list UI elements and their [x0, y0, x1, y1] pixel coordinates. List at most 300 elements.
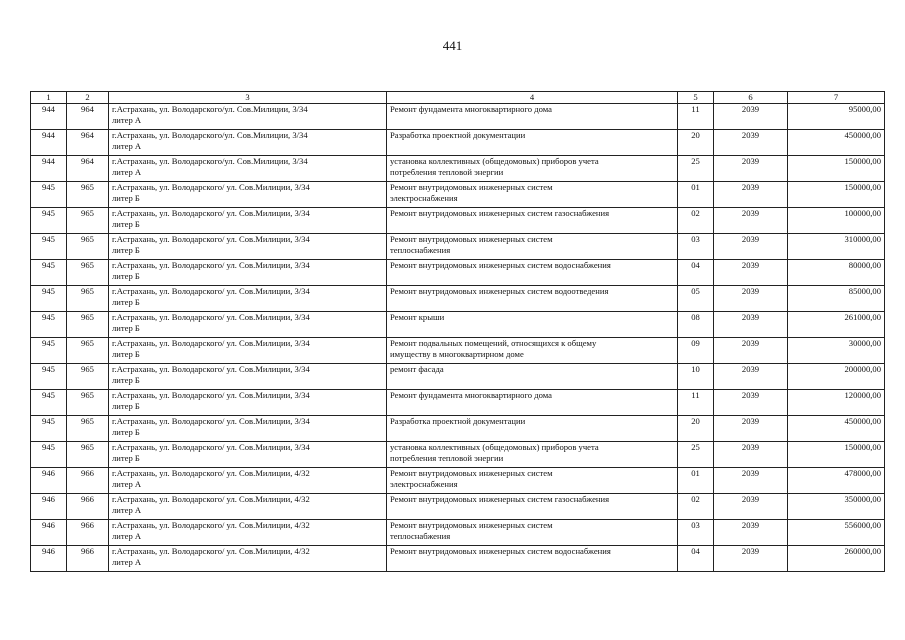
address-cell-line: литер А [112, 504, 142, 515]
row-number-cell-line: 945 [42, 286, 55, 296]
work-type-cell [387, 442, 678, 468]
work-type-cell-line: теплоснабжения [390, 244, 451, 255]
address-cell-line: г.Астрахань, ул. Володарского/ ул. Сов.Милиции, 3/34 [112, 364, 310, 374]
address-cell [109, 104, 387, 130]
building-number-cell [67, 234, 109, 260]
address-cell-line: г.Астрахань, ул. Володарского/ ул. Сов.Милиции, 3/34 [112, 260, 310, 270]
work-code-cell-line: 11 [691, 104, 700, 114]
work-type-cell [387, 234, 678, 260]
work-type-cell-line: Ремонт внутридомовых инженерных систем [390, 520, 553, 530]
year-cell-line: 2039 [741, 286, 760, 296]
table-row [31, 312, 885, 338]
work-type-cell [387, 546, 678, 572]
year-cell [714, 520, 788, 546]
year-cell-line: 2039 [741, 390, 760, 400]
year-cell-line: 2039 [741, 130, 760, 140]
address-cell-line: литер Б [112, 270, 140, 281]
work-code-cell-line: 05 [691, 286, 700, 296]
amount-cell [788, 312, 885, 338]
amount-cell-line: 450000,00 [844, 130, 881, 140]
address-cell-line: литер Б [112, 452, 140, 463]
address-cell-line: литер Б [112, 348, 140, 359]
amount-cell-line: 310000,00 [844, 234, 881, 244]
row-number-cell-line: 945 [42, 182, 55, 192]
amount-cell [788, 494, 885, 520]
work-code-cell-line: 02 [691, 494, 700, 504]
work-code-cell [678, 546, 714, 572]
row-number-cell-line: 945 [42, 208, 55, 218]
address-cell-line: г.Астрахань, ул. Володарского/ ул. Сов.Милиции, 4/32 [112, 546, 310, 556]
address-cell-line: г.Астрахань, ул. Володарского/ ул. Сов.Милиции, 3/34 [112, 390, 310, 400]
work-type-cell-line: Ремонт внутридомовых инженерных систем водоснабжения [390, 546, 611, 556]
address-cell-line: литер Б [112, 192, 140, 203]
year-cell-line: 2039 [741, 468, 760, 478]
address-cell [109, 416, 387, 442]
building-number-cell [67, 520, 109, 546]
work-code-cell [678, 520, 714, 546]
work-type-cell [387, 468, 678, 494]
building-number-cell-line: 965 [81, 390, 94, 400]
year-cell [714, 416, 788, 442]
work-type-cell-line: Ремонт внутридомовых инженерных систем [390, 234, 553, 244]
year-cell [714, 208, 788, 234]
address-cell [109, 208, 387, 234]
amount-cell-line: 100000,00 [844, 208, 881, 218]
address-cell-line: г.Астрахань, ул. Володарского/ ул. Сов.Милиции, 3/34 [112, 234, 310, 244]
year-cell [714, 364, 788, 390]
address-cell-line: г.Астрахань, ул. Володарского/ ул. Сов.Милиции, 3/34 [112, 182, 310, 192]
work-code-cell-line: 08 [691, 312, 700, 322]
row-number-cell [31, 364, 67, 390]
work-type-cell [387, 182, 678, 208]
address-cell-line: литер А [112, 478, 142, 489]
year-cell [714, 546, 788, 572]
amount-cell-line: 450000,00 [844, 416, 881, 426]
address-cell [109, 130, 387, 156]
year-cell-line: 2039 [741, 494, 760, 504]
amount-cell [788, 390, 885, 416]
work-type-cell-line: Ремонт внутридомовых инженерных систем водоотведения [390, 286, 609, 296]
work-code-cell [678, 182, 714, 208]
table-row [31, 260, 885, 286]
year-cell [714, 494, 788, 520]
work-code-cell [678, 390, 714, 416]
address-cell-line: литер Б [112, 244, 140, 255]
building-number-cell-line: 964 [81, 104, 94, 114]
address-cell-line: г.Астрахань, ул. Володарского/ ул. Сов.Милиции, 4/32 [112, 494, 310, 504]
row-number-cell-line: 945 [42, 234, 55, 244]
table-body [31, 104, 885, 572]
year-cell [714, 442, 788, 468]
table-row [31, 130, 885, 156]
work-type-cell [387, 286, 678, 312]
work-code-cell [678, 468, 714, 494]
amount-cell [788, 442, 885, 468]
work-type-cell [387, 260, 678, 286]
building-number-cell-line: 965 [81, 312, 94, 322]
table-row [31, 468, 885, 494]
work-type-cell-line: Ремонт подвальных помещений, относящихся к общему [390, 338, 597, 348]
building-number-cell-line: 965 [81, 442, 94, 452]
year-cell [714, 312, 788, 338]
row-number-cell [31, 312, 67, 338]
work-type-cell-line: установка коллективных (общедомовых) приборов учета [390, 442, 599, 452]
building-number-cell [67, 416, 109, 442]
address-cell [109, 286, 387, 312]
amount-cell [788, 234, 885, 260]
column-header: 6 [714, 92, 788, 104]
amount-cell-line: 260000,00 [844, 546, 881, 556]
address-cell-line: литер А [112, 530, 142, 541]
work-type-cell [387, 208, 678, 234]
address-cell-line: г.Астрахань, ул. Володарского/ ул. Сов.Милиции, 3/34 [112, 286, 310, 296]
amount-cell-line: 95000,00 [848, 104, 881, 114]
row-number-cell-line: 946 [42, 546, 55, 556]
amount-cell [788, 520, 885, 546]
row-number-cell-line: 946 [42, 494, 55, 504]
building-number-cell [67, 494, 109, 520]
year-cell-line: 2039 [741, 312, 760, 322]
building-number-cell-line: 965 [81, 416, 94, 426]
work-type-cell [387, 416, 678, 442]
address-cell [109, 494, 387, 520]
address-cell-line: литер Б [112, 296, 140, 307]
work-type-cell [387, 312, 678, 338]
work-type-cell [387, 520, 678, 546]
building-number-cell-line: 966 [81, 520, 94, 530]
building-number-cell-line: 966 [81, 546, 94, 556]
work-code-cell-line: 03 [691, 520, 700, 530]
address-cell-line: литер А [112, 140, 142, 151]
amount-cell-line: 30000,00 [848, 338, 881, 348]
address-cell [109, 520, 387, 546]
building-number-cell [67, 442, 109, 468]
address-cell [109, 182, 387, 208]
table-row [31, 442, 885, 468]
work-type-cell-line: установка коллективных (общедомовых) приборов учета [390, 156, 599, 166]
work-code-cell-line: 20 [691, 130, 700, 140]
work-code-cell-line: 25 [691, 442, 700, 452]
year-cell-line: 2039 [741, 364, 760, 374]
column-number-row [31, 92, 885, 104]
year-cell [714, 156, 788, 182]
building-number-cell-line: 965 [81, 208, 94, 218]
work-type-cell [387, 364, 678, 390]
work-code-cell-line: 25 [691, 156, 700, 166]
table-row [31, 208, 885, 234]
building-number-cell-line: 965 [81, 234, 94, 244]
work-code-cell [678, 416, 714, 442]
year-cell-line: 2039 [741, 442, 760, 452]
row-number-cell [31, 156, 67, 182]
amount-cell-line: 150000,00 [844, 156, 881, 166]
amount-cell [788, 468, 885, 494]
page-number: 441 [442, 38, 463, 53]
amount-cell-line: 150000,00 [844, 182, 881, 192]
work-code-cell-line: 04 [691, 546, 700, 556]
column-header: 7 [788, 92, 885, 104]
address-cell-line: г.Астрахань, ул. Володарского/ ул. Сов.Милиции, 3/34 [112, 442, 310, 452]
column-header: 2 [67, 92, 109, 104]
work-type-cell-line: имуществу в многоквартирном доме [390, 348, 524, 359]
address-cell-line: г.Астрахань, ул. Володарского/ ул. Сов.Милиции, 3/34 [112, 338, 310, 348]
building-number-cell [67, 156, 109, 182]
work-code-cell [678, 338, 714, 364]
amount-cell [788, 182, 885, 208]
work-code-cell-line: 04 [691, 260, 700, 270]
address-cell [109, 364, 387, 390]
row-number-cell-line: 944 [42, 130, 55, 140]
address-cell-line: г.Астрахань, ул. Володарского/ ул. Сов.Милиции, 3/34 [112, 208, 310, 218]
row-number-cell-line: 945 [42, 312, 55, 322]
building-number-cell [67, 338, 109, 364]
table-row [31, 546, 885, 572]
work-code-cell [678, 208, 714, 234]
building-number-cell [67, 364, 109, 390]
row-number-cell-line: 945 [42, 364, 55, 374]
row-number-cell-line: 945 [42, 442, 55, 452]
address-cell [109, 234, 387, 260]
work-code-cell [678, 312, 714, 338]
building-number-cell [67, 130, 109, 156]
amount-cell [788, 364, 885, 390]
address-cell-line: литер А [112, 114, 142, 125]
address-cell [109, 468, 387, 494]
work-type-cell-line: потребления тепловой энергии [390, 452, 504, 463]
row-number-cell-line: 944 [42, 156, 55, 166]
year-cell-line: 2039 [741, 546, 760, 556]
year-cell [714, 286, 788, 312]
row-number-cell [31, 468, 67, 494]
work-type-cell-line: теплоснабжения [390, 530, 451, 541]
address-cell [109, 312, 387, 338]
work-code-cell-line: 01 [691, 182, 700, 192]
building-number-cell [67, 104, 109, 130]
amount-cell-line: 80000,00 [848, 260, 881, 270]
address-cell-line: г.Астрахань, ул. Володарского/ ул. Сов.Милиции, 3/34 [112, 312, 310, 322]
building-number-cell [67, 182, 109, 208]
work-type-cell [387, 390, 678, 416]
row-number-cell [31, 338, 67, 364]
building-number-cell-line: 964 [81, 130, 94, 140]
year-cell-line: 2039 [741, 260, 760, 270]
year-cell-line: 2039 [741, 234, 760, 244]
year-cell [714, 182, 788, 208]
work-type-cell-line: ремонт фасада [390, 364, 444, 374]
work-type-cell-line: Разработка проектной документации [390, 416, 526, 426]
work-type-cell [387, 494, 678, 520]
row-number-cell [31, 104, 67, 130]
address-cell-line: г.Астрахань, ул. Володарского/ ул. Сов.Милиции, 3/34 [112, 416, 310, 426]
column-header: 5 [678, 92, 714, 104]
row-number-cell [31, 208, 67, 234]
work-code-cell [678, 234, 714, 260]
work-code-cell [678, 364, 714, 390]
table-row [31, 390, 885, 416]
work-code-cell [678, 156, 714, 182]
column-header: 3 [109, 92, 387, 104]
amount-cell [788, 104, 885, 130]
year-cell [714, 234, 788, 260]
year-cell-line: 2039 [741, 338, 760, 348]
address-cell-line: г.Астрахань, ул. Володарского/ул. Сов.Милиции, 3/34 [112, 156, 308, 166]
address-cell [109, 442, 387, 468]
year-cell-line: 2039 [741, 156, 760, 166]
work-type-cell [387, 130, 678, 156]
row-number-cell [31, 546, 67, 572]
address-cell-line: литер Б [112, 322, 140, 333]
amount-cell [788, 338, 885, 364]
building-number-cell [67, 260, 109, 286]
amount-cell-line: 150000,00 [844, 442, 881, 452]
address-cell-line: г.Астрахань, ул. Володарского/ ул. Сов.Милиции, 4/32 [112, 468, 310, 478]
building-number-cell [67, 546, 109, 572]
work-code-cell [678, 104, 714, 130]
building-number-cell-line: 965 [81, 364, 94, 374]
address-cell-line: г.Астрахань, ул. Володарского/ул. Сов.Милиции, 3/34 [112, 130, 308, 140]
year-cell-line: 2039 [741, 182, 760, 192]
year-cell [714, 104, 788, 130]
row-number-cell [31, 130, 67, 156]
work-code-cell-line: 03 [691, 234, 700, 244]
work-code-cell [678, 494, 714, 520]
building-number-cell [67, 390, 109, 416]
address-cell [109, 546, 387, 572]
work-code-cell [678, 442, 714, 468]
work-type-cell-line: электроснабжения [390, 192, 458, 203]
row-number-cell [31, 442, 67, 468]
amount-cell-line: 85000,00 [848, 286, 881, 296]
row-number-cell-line: 945 [42, 338, 55, 348]
amount-cell [788, 130, 885, 156]
amount-cell-line: 200000,00 [844, 364, 881, 374]
work-type-cell-line: электроснабжения [390, 478, 458, 489]
work-code-cell-line: 01 [691, 468, 700, 478]
table-row [31, 416, 885, 442]
building-number-cell [67, 312, 109, 338]
building-number-cell-line: 966 [81, 494, 94, 504]
table-row [31, 156, 885, 182]
address-cell-line: литер Б [112, 374, 140, 385]
work-type-cell-line: потребления тепловой энергии [390, 166, 504, 177]
work-code-cell-line: 20 [691, 416, 700, 426]
year-cell-line: 2039 [741, 208, 760, 218]
row-number-cell [31, 286, 67, 312]
row-number-cell [31, 182, 67, 208]
row-number-cell [31, 390, 67, 416]
address-cell-line: литер А [112, 166, 142, 177]
row-number-cell-line: 945 [42, 416, 55, 426]
row-number-cell [31, 494, 67, 520]
work-type-cell [387, 104, 678, 130]
address-cell [109, 156, 387, 182]
row-number-cell [31, 416, 67, 442]
work-type-cell [387, 156, 678, 182]
row-number-cell-line: 945 [42, 390, 55, 400]
table-row [31, 182, 885, 208]
amount-cell-line: 350000,00 [844, 494, 881, 504]
work-code-cell [678, 286, 714, 312]
table-row [31, 104, 885, 130]
amount-cell [788, 416, 885, 442]
amount-cell [788, 546, 885, 572]
table-row [31, 494, 885, 520]
work-type-cell [387, 338, 678, 364]
repair-schedule-table [30, 91, 885, 572]
building-number-cell-line: 965 [81, 182, 94, 192]
building-number-cell-line: 964 [81, 156, 94, 166]
table-row [31, 234, 885, 260]
address-cell [109, 338, 387, 364]
amount-cell-line: 261000,00 [844, 312, 881, 322]
work-type-cell-line: Ремонт внутридомовых инженерных систем [390, 182, 553, 192]
amount-cell [788, 156, 885, 182]
address-cell-line: литер Б [112, 426, 140, 437]
address-cell [109, 260, 387, 286]
building-number-cell [67, 286, 109, 312]
address-cell [109, 390, 387, 416]
year-cell [714, 468, 788, 494]
work-code-cell-line: 09 [691, 338, 700, 348]
table-row [31, 520, 885, 546]
building-number-cell-line: 966 [81, 468, 94, 478]
building-number-cell [67, 468, 109, 494]
year-cell [714, 130, 788, 156]
amount-cell-line: 120000,00 [844, 390, 881, 400]
work-type-cell-line: Ремонт фундамента многоквартирного дома [390, 104, 552, 114]
year-cell [714, 338, 788, 364]
work-type-cell-line: Ремонт фундамента многоквартирного дома [390, 390, 552, 400]
year-cell-line: 2039 [741, 520, 760, 530]
column-header: 4 [387, 92, 678, 104]
work-type-cell-line: Ремонт внутридомовых инженерных систем газоснабжения [390, 208, 610, 218]
amount-cell-line: 556000,00 [844, 520, 881, 530]
work-code-cell [678, 130, 714, 156]
row-number-cell [31, 260, 67, 286]
amount-cell [788, 286, 885, 312]
building-number-cell-line: 965 [81, 286, 94, 296]
work-code-cell-line: 02 [691, 208, 700, 218]
building-number-cell [67, 208, 109, 234]
table-row [31, 338, 885, 364]
work-type-cell-line: Ремонт крыши [390, 312, 445, 322]
work-code-cell [678, 260, 714, 286]
address-cell-line: литер Б [112, 400, 140, 411]
amount-cell [788, 260, 885, 286]
building-number-cell-line: 965 [81, 260, 94, 270]
column-header: 1 [31, 92, 67, 104]
row-number-cell [31, 520, 67, 546]
year-cell [714, 390, 788, 416]
row-number-cell-line: 944 [42, 104, 55, 114]
table-row [31, 364, 885, 390]
row-number-cell [31, 234, 67, 260]
work-code-cell-line: 11 [691, 390, 700, 400]
work-type-cell-line: Ремонт внутридомовых инженерных систем [390, 468, 553, 478]
work-type-cell-line: Ремонт внутридомовых инженерных систем водоснабжения [390, 260, 611, 270]
row-number-cell-line: 946 [42, 468, 55, 478]
address-cell-line: г.Астрахань, ул. Володарского/ ул. Сов.Милиции, 4/32 [112, 520, 310, 530]
amount-cell [788, 208, 885, 234]
address-cell-line: литер Б [112, 218, 140, 229]
amount-cell-line: 478000,00 [844, 468, 881, 478]
table-row [31, 286, 885, 312]
address-cell-line: литер А [112, 556, 142, 567]
year-cell-line: 2039 [741, 104, 760, 114]
year-cell [714, 260, 788, 286]
work-type-cell-line: Разработка проектной документации [390, 130, 526, 140]
work-type-cell-line: Ремонт внутридомовых инженерных систем газоснабжения [390, 494, 610, 504]
